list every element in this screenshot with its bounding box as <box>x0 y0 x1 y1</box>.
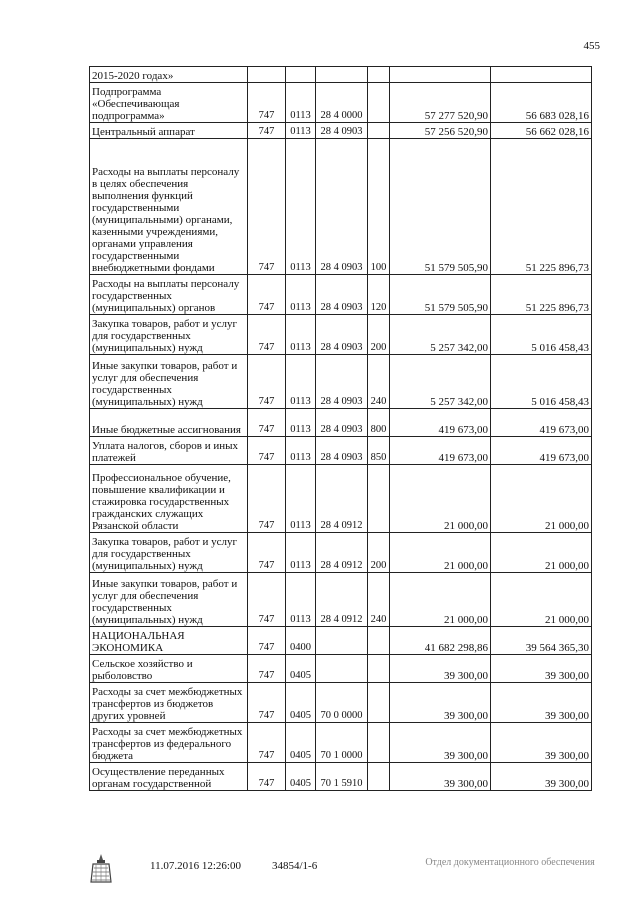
row-target-code: 70 1 0000 <box>316 723 368 763</box>
row-expense-type <box>368 83 390 123</box>
row-section-code: 0400 <box>286 627 316 655</box>
table-row <box>90 723 592 763</box>
row-expense-type <box>368 67 390 83</box>
row-name: Расходы на выплаты персоналу в целях обеспечения выполнения функций государственными (муниципальными) органами, казенными учреждениями, органами управления государственными внебюджетными фондами <box>90 139 248 275</box>
row-amount-2: 51 225 896,73 <box>491 275 592 315</box>
row-name: Расходы на выплаты персоналу государственных (муниципальных) органов <box>90 275 248 315</box>
row-target-code <box>316 655 368 683</box>
table-row <box>90 627 592 655</box>
row-amount-2: 39 564 365,30 <box>491 627 592 655</box>
row-expense-type <box>368 123 390 139</box>
row-ved-code <box>248 67 286 83</box>
table-row <box>90 355 592 409</box>
row-ved-code: 747 <box>248 123 286 139</box>
row-section-code: 0405 <box>286 655 316 683</box>
row-section-code: 0113 <box>286 139 316 275</box>
table-row <box>90 533 592 573</box>
row-amount-2: 21 000,00 <box>491 465 592 533</box>
table-row <box>90 655 592 683</box>
row-expense-type: 200 <box>368 315 390 355</box>
row-section-code: 0113 <box>286 573 316 627</box>
row-target-code: 28 4 0903 <box>316 275 368 315</box>
row-name: Сельское хозяйство и рыболовство <box>90 655 248 683</box>
footer-datetime: 11.07.2016 12:26:00 <box>150 860 241 872</box>
row-amount-1: 57 256 520,90 <box>390 123 491 139</box>
row-amount-2: 419 673,00 <box>491 437 592 465</box>
row-amount-1: 21 000,00 <box>390 465 491 533</box>
row-section-code: 0405 <box>286 683 316 723</box>
row-target-code: 28 4 0903 <box>316 355 368 409</box>
row-ved-code: 747 <box>248 409 286 437</box>
row-section-code: 0405 <box>286 763 316 791</box>
row-amount-1: 39 300,00 <box>390 683 491 723</box>
row-amount-1 <box>390 67 491 83</box>
row-amount-1: 41 682 298,86 <box>390 627 491 655</box>
row-target-code: 70 0 0000 <box>316 683 368 723</box>
row-ved-code: 747 <box>248 627 286 655</box>
table-row <box>90 123 592 139</box>
table-row <box>90 139 592 275</box>
row-expense-type: 240 <box>368 573 390 627</box>
row-section-code: 0113 <box>286 275 316 315</box>
row-expense-type: 240 <box>368 355 390 409</box>
row-amount-2: 56 662 028,16 <box>491 123 592 139</box>
row-name: Расходы за счет межбюджетных трансфертов из бюджетов других уровней <box>90 683 248 723</box>
row-amount-2: 419 673,00 <box>491 409 592 437</box>
table-row <box>90 437 592 465</box>
row-name: Подпрограмма «Обеспечивающая подпрограмма» <box>90 83 248 123</box>
table-row <box>90 465 592 533</box>
row-target-code <box>316 627 368 655</box>
row-amount-1: 21 000,00 <box>390 573 491 627</box>
row-amount-2: 39 300,00 <box>491 723 592 763</box>
row-amount-1: 39 300,00 <box>390 723 491 763</box>
row-amount-1: 39 300,00 <box>390 763 491 791</box>
row-name: НАЦИОНАЛЬНАЯ ЭКОНОМИКА <box>90 627 248 655</box>
row-amount-2: 21 000,00 <box>491 533 592 573</box>
table-row <box>90 67 592 83</box>
row-section-code: 0113 <box>286 83 316 123</box>
budget-table <box>89 66 592 791</box>
row-name: Расходы за счет межбюджетных трансфертов из федерального бюджета <box>90 723 248 763</box>
table-body <box>90 67 592 791</box>
row-amount-1: 5 257 342,00 <box>390 315 491 355</box>
row-amount-2: 21 000,00 <box>491 573 592 627</box>
row-expense-type: 100 <box>368 139 390 275</box>
row-target-code: 28 4 0000 <box>316 83 368 123</box>
row-name: 2015-2020 годах» <box>90 67 248 83</box>
row-target-code: 28 4 0903 <box>316 315 368 355</box>
row-name: Иные закупки товаров, работ и услуг для обеспечения государственных (муниципальных) нужд <box>90 355 248 409</box>
row-section-code: 0405 <box>286 723 316 763</box>
row-name: Уплата налогов, сборов и иных платежей <box>90 437 248 465</box>
footer-doc-number: 34854/1-6 <box>272 860 318 872</box>
row-ved-code: 747 <box>248 573 286 627</box>
row-section-code <box>286 67 316 83</box>
row-amount-2: 51 225 896,73 <box>491 139 592 275</box>
row-amount-2: 56 683 028,16 <box>491 83 592 123</box>
row-target-code: 28 4 0903 <box>316 139 368 275</box>
row-section-code: 0113 <box>286 409 316 437</box>
row-ved-code: 747 <box>248 533 286 573</box>
row-expense-type <box>368 655 390 683</box>
row-expense-type: 800 <box>368 409 390 437</box>
table-row <box>90 83 592 123</box>
row-amount-1: 51 579 505,90 <box>390 139 491 275</box>
row-target-code: 28 4 0912 <box>316 533 368 573</box>
row-section-code: 0113 <box>286 437 316 465</box>
row-amount-1: 21 000,00 <box>390 533 491 573</box>
row-name: Центральный аппарат <box>90 123 248 139</box>
row-ved-code: 747 <box>248 355 286 409</box>
row-name: Закупка товаров, работ и услуг для государственных (муниципальных) нужд <box>90 315 248 355</box>
row-target-code: 70 1 5910 <box>316 763 368 791</box>
row-section-code: 0113 <box>286 465 316 533</box>
row-expense-type <box>368 465 390 533</box>
row-ved-code: 747 <box>248 723 286 763</box>
stamp-icon <box>88 852 114 886</box>
table-row <box>90 763 592 791</box>
row-target-code: 28 4 0912 <box>316 465 368 533</box>
row-name: Иные закупки товаров, работ и услуг для обеспечения государственных (муниципальных) нужд <box>90 573 248 627</box>
row-amount-2: 5 016 458,43 <box>491 355 592 409</box>
row-expense-type: 850 <box>368 437 390 465</box>
row-expense-type <box>368 627 390 655</box>
table-row <box>90 315 592 355</box>
row-target-code: 28 4 0903 <box>316 437 368 465</box>
row-section-code: 0113 <box>286 355 316 409</box>
row-name: Осуществление переданных органам государственной <box>90 763 248 791</box>
row-ved-code: 747 <box>248 763 286 791</box>
row-name: Закупка товаров, работ и услуг для государственных (муниципальных) нужд <box>90 533 248 573</box>
row-amount-2: 5 016 458,43 <box>491 315 592 355</box>
row-amount-2: 39 300,00 <box>491 683 592 723</box>
row-amount-1: 419 673,00 <box>390 437 491 465</box>
row-expense-type: 200 <box>368 533 390 573</box>
row-ved-code: 747 <box>248 683 286 723</box>
row-target-code: 28 4 0903 <box>316 123 368 139</box>
row-expense-type: 120 <box>368 275 390 315</box>
row-target-code <box>316 67 368 83</box>
row-amount-2: 39 300,00 <box>491 763 592 791</box>
row-section-code: 0113 <box>286 123 316 139</box>
row-ved-code: 747 <box>248 465 286 533</box>
row-ved-code: 747 <box>248 655 286 683</box>
table-row <box>90 409 592 437</box>
table-row <box>90 683 592 723</box>
row-target-code: 28 4 0903 <box>316 409 368 437</box>
row-expense-type <box>368 683 390 723</box>
row-ved-code: 747 <box>248 315 286 355</box>
row-section-code: 0113 <box>286 315 316 355</box>
row-ved-code: 747 <box>248 83 286 123</box>
table-row <box>90 275 592 315</box>
row-amount-1: 419 673,00 <box>390 409 491 437</box>
row-amount-1: 5 257 342,00 <box>390 355 491 409</box>
row-amount-1: 39 300,00 <box>390 655 491 683</box>
row-expense-type <box>368 763 390 791</box>
row-ved-code: 747 <box>248 139 286 275</box>
row-section-code: 0113 <box>286 533 316 573</box>
footer-department: Отдел документационного обеспечения <box>425 857 595 868</box>
row-name: Профессиональное обучение, повышение квалификации и стажировка государственных гражданских служащих Рязанской области <box>90 465 248 533</box>
row-ved-code: 747 <box>248 437 286 465</box>
row-amount-1: 51 579 505,90 <box>390 275 491 315</box>
row-amount-2 <box>491 67 592 83</box>
row-target-code: 28 4 0912 <box>316 573 368 627</box>
row-name: Иные бюджетные ассигнования <box>90 409 248 437</box>
row-expense-type <box>368 723 390 763</box>
page-number: 455 <box>583 40 600 52</box>
row-amount-2: 39 300,00 <box>491 655 592 683</box>
row-ved-code: 747 <box>248 275 286 315</box>
table-row <box>90 573 592 627</box>
row-amount-1: 57 277 520,90 <box>390 83 491 123</box>
